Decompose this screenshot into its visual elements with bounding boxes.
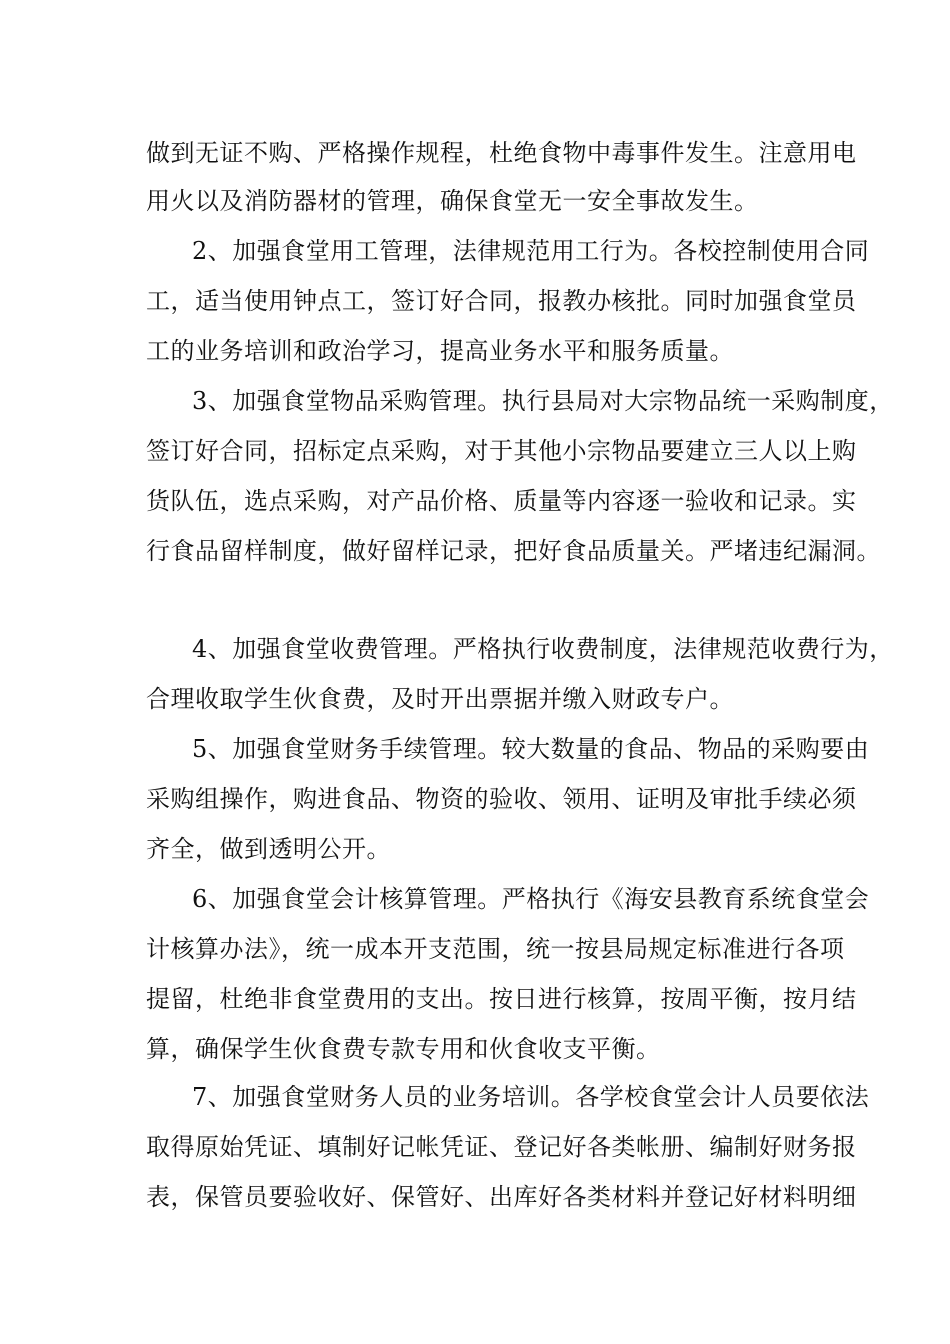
paragraph-start-line: 7、加强食堂财务人员的业务培训。各学校食堂会计人员要依法 [192,1083,870,1111]
text-line: 算，确保学生伙食费专款专用和伙食收支平衡。 [146,1035,661,1063]
text-line: 采购组操作，购进食品、物资的验收、领用、证明及审批手续必须 [146,785,857,813]
text-line: 行食品留样制度，做好留样记录，把好食品质量关。严堵违纪漏洞。 [146,537,881,565]
text-line: 用火以及消防器材的管理，确保食堂无一安全事故发生。 [146,187,759,215]
text-line: 计核算办法》，统一成本开支范围，统一按县局规定标准进行各项 [146,935,845,963]
paragraph-start-line: 3、加强食堂物品采购管理。执行县局对大宗物品统一采购制度， [192,387,894,415]
text-line: 货队伍，选点采购，对产品价格、质量等内容逐一验收和记录。实 [146,487,857,515]
paragraph-start-line: 5、加强食堂财务手续管理。较大数量的食品、物品的采购要由 [192,735,870,763]
paragraph-start-line: 4、加强食堂收费管理。严格执行收费制度，法律规范收费行为， [192,635,894,663]
paragraph-start-line: 6、加强食堂会计核算管理。严格执行《海安县教育系统食堂会 [192,885,870,913]
text-line: 齐全，做到透明公开。 [146,835,391,863]
text-line: 取得原始凭证、填制好记帐凭证、登记好各类帐册、编制好财务报 [146,1133,857,1161]
text-line: 表，保管员要验收好、保管好、出库好各类材料并登记好材料明细 [146,1183,857,1211]
text-line: 签订好合同，招标定点采购，对于其他小宗物品要建立三人以上购 [146,437,857,465]
text-line: 工的业务培训和政治学习，提高业务水平和服务质量。 [146,337,734,365]
text-line: 提留，杜绝非食堂费用的支出。按日进行核算，按周平衡，按月结 [146,985,857,1013]
text-line: 做到无证不购、严格操作规程，杜绝食物中毒事件发生。注意用电 [146,139,857,167]
paragraph-start-line: 2、加强食堂用工管理，法律规范用工行为。各校控制使用合同 [192,237,870,265]
text-line: 工，适当使用钟点工，签订好合同，报教办核批。同时加强食堂员 [146,287,857,315]
text-line: 合理收取学生伙食费，及时开出票据并缴入财政专户。 [146,685,734,713]
